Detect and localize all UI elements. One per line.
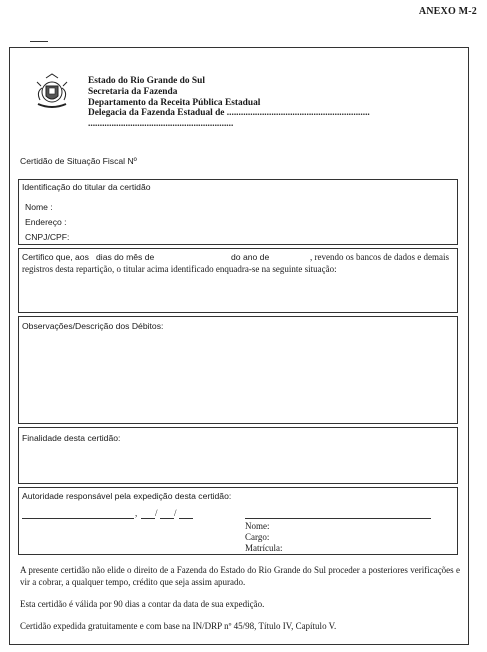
purpose-box xyxy=(18,427,458,484)
certification-box xyxy=(18,248,458,313)
signer-role-label: Cargo: xyxy=(245,532,270,542)
footer-validity: Esta certidão é válida por 90 dias a contar da data de sua expedição. xyxy=(20,599,265,609)
header-state: Estado do Rio Grande do Sul xyxy=(88,76,205,86)
observations-box xyxy=(18,316,458,424)
header-block xyxy=(88,76,370,130)
header-secretariat: Secretaria da Fazenda xyxy=(88,86,178,97)
date-comma: , xyxy=(135,508,138,518)
date-slash-2: / xyxy=(174,508,177,518)
purpose-title: Finalidade desta certidão: xyxy=(22,433,121,443)
certification-text-line2: registros desta repartição, o titular acima identificado enquadra-se na seguinte situação: xyxy=(22,264,337,274)
header-delegation: Delegacia da Fazenda Estadual de ............................................................. xyxy=(88,108,370,119)
footer-legal-basis: Certidão expedida gratuitamente e com base na IN/DRP nº 45/98, Título IV, Capítulo V. xyxy=(20,621,337,631)
state-coat-of-arms-icon xyxy=(32,70,72,118)
identification-title: Identificação do titular da certidão xyxy=(22,182,151,192)
signer-name-label: Nome: xyxy=(245,521,270,531)
footer-disclaimer: A presente certidão não elide o direito de a Fazenda do Estado do Rio Grande do Sul proceder a posteriores verificações e vir a cobrar, a qualquer tempo, crédito que seja assim apurado. xyxy=(20,565,460,587)
identification-box xyxy=(18,179,458,245)
certification-day-of-month: dias do mês de xyxy=(96,252,155,262)
signature-line xyxy=(245,518,431,519)
certification-text-continues: , revendo os bancos de dados e demais xyxy=(310,252,449,262)
signer-registration-label: Matrícula: xyxy=(245,543,283,553)
place-line xyxy=(22,518,134,519)
header-delegation-continuation: .............................................................. xyxy=(88,119,234,130)
name-label: Nome : xyxy=(25,202,53,212)
date-day-line xyxy=(141,518,155,519)
certification-year-label: do ano de xyxy=(231,252,270,262)
certificate-form xyxy=(9,47,469,645)
authority-box xyxy=(18,487,458,555)
certificate-number-label: Certidão de Situação Fiscal Nº xyxy=(20,156,137,166)
observations-title: Observações/Descrição dos Débitos: xyxy=(22,321,164,331)
date-month-line xyxy=(160,518,174,519)
address-label: Endereço : xyxy=(25,217,67,227)
header-department: Departamento da Receita Pública Estadual xyxy=(88,97,261,108)
cnpj-cpf-label: CNPJ/CPF: xyxy=(25,232,70,242)
authority-title: Autoridade responsável pela expedição desta certidão: xyxy=(22,491,232,501)
certification-text-start: Certifico que, aos xyxy=(22,252,89,262)
corner-mark xyxy=(30,41,48,42)
annex-label: ANEXO M-2 xyxy=(418,6,477,17)
date-year-line xyxy=(179,518,193,519)
date-slash-1: / xyxy=(155,508,158,518)
